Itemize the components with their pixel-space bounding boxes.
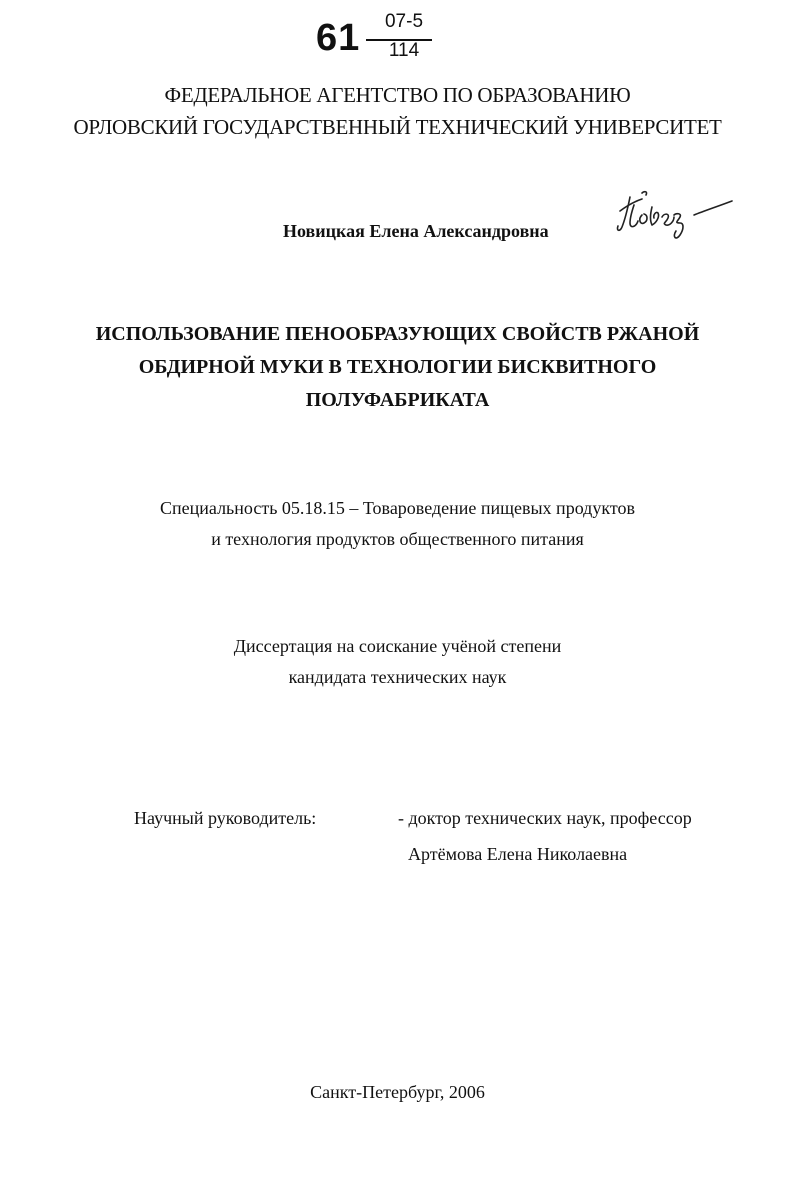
author-name: Новицкая Елена Александровна (283, 221, 549, 241)
specialty-block (0, 493, 795, 555)
supervisor-title: - доктор технических наук, профессор (398, 808, 692, 828)
supervisor-name: Артёмова Елена Николаевна (408, 844, 628, 864)
city-and-year: Санкт-Петербург, 2006 (310, 1082, 485, 1102)
degree-line: Диссертация на соискание учёной степени (233, 636, 562, 656)
title-line: ПОЛУФАБРИКАТА (305, 389, 490, 411)
catalog-main-number: 61 (316, 17, 361, 59)
specialty-line: и технология продуктов общественного питания (211, 529, 584, 549)
catalog-numerator: 07-5 (384, 11, 424, 32)
degree-line: кандидата технических наук (288, 667, 507, 687)
university-name: ОРЛОВСКИЙ ГОСУДАРСТВЕННЫЙ ТЕХНИЧЕСКИЙ УНИВЕРСИТЕТ (73, 115, 722, 139)
catalog-denominator: 114 (388, 40, 420, 61)
degree-block (0, 631, 795, 693)
supervisor-label: Научный руководитель: (134, 808, 317, 828)
title-line: ОБДИРНОЙ МУКИ В ТЕХНОЛОГИИ БИСКВИТНОГО (138, 356, 657, 378)
catalog-number (316, 12, 456, 64)
agency-name: ФЕДЕРАЛЬНОЕ АГЕНТСТВО ПО ОБРАЗОВАНИЮ (164, 83, 631, 107)
dissertation-title (0, 318, 795, 417)
specialty-line: Специальность 05.18.15 – Товароведение пищевых продуктов (160, 498, 635, 518)
handwritten-signature (608, 185, 738, 245)
title-line: ИСПОЛЬЗОВАНИЕ ПЕНООБРАЗУЮЩИХ СВОЙСТВ РЖАНОЙ (95, 323, 700, 345)
